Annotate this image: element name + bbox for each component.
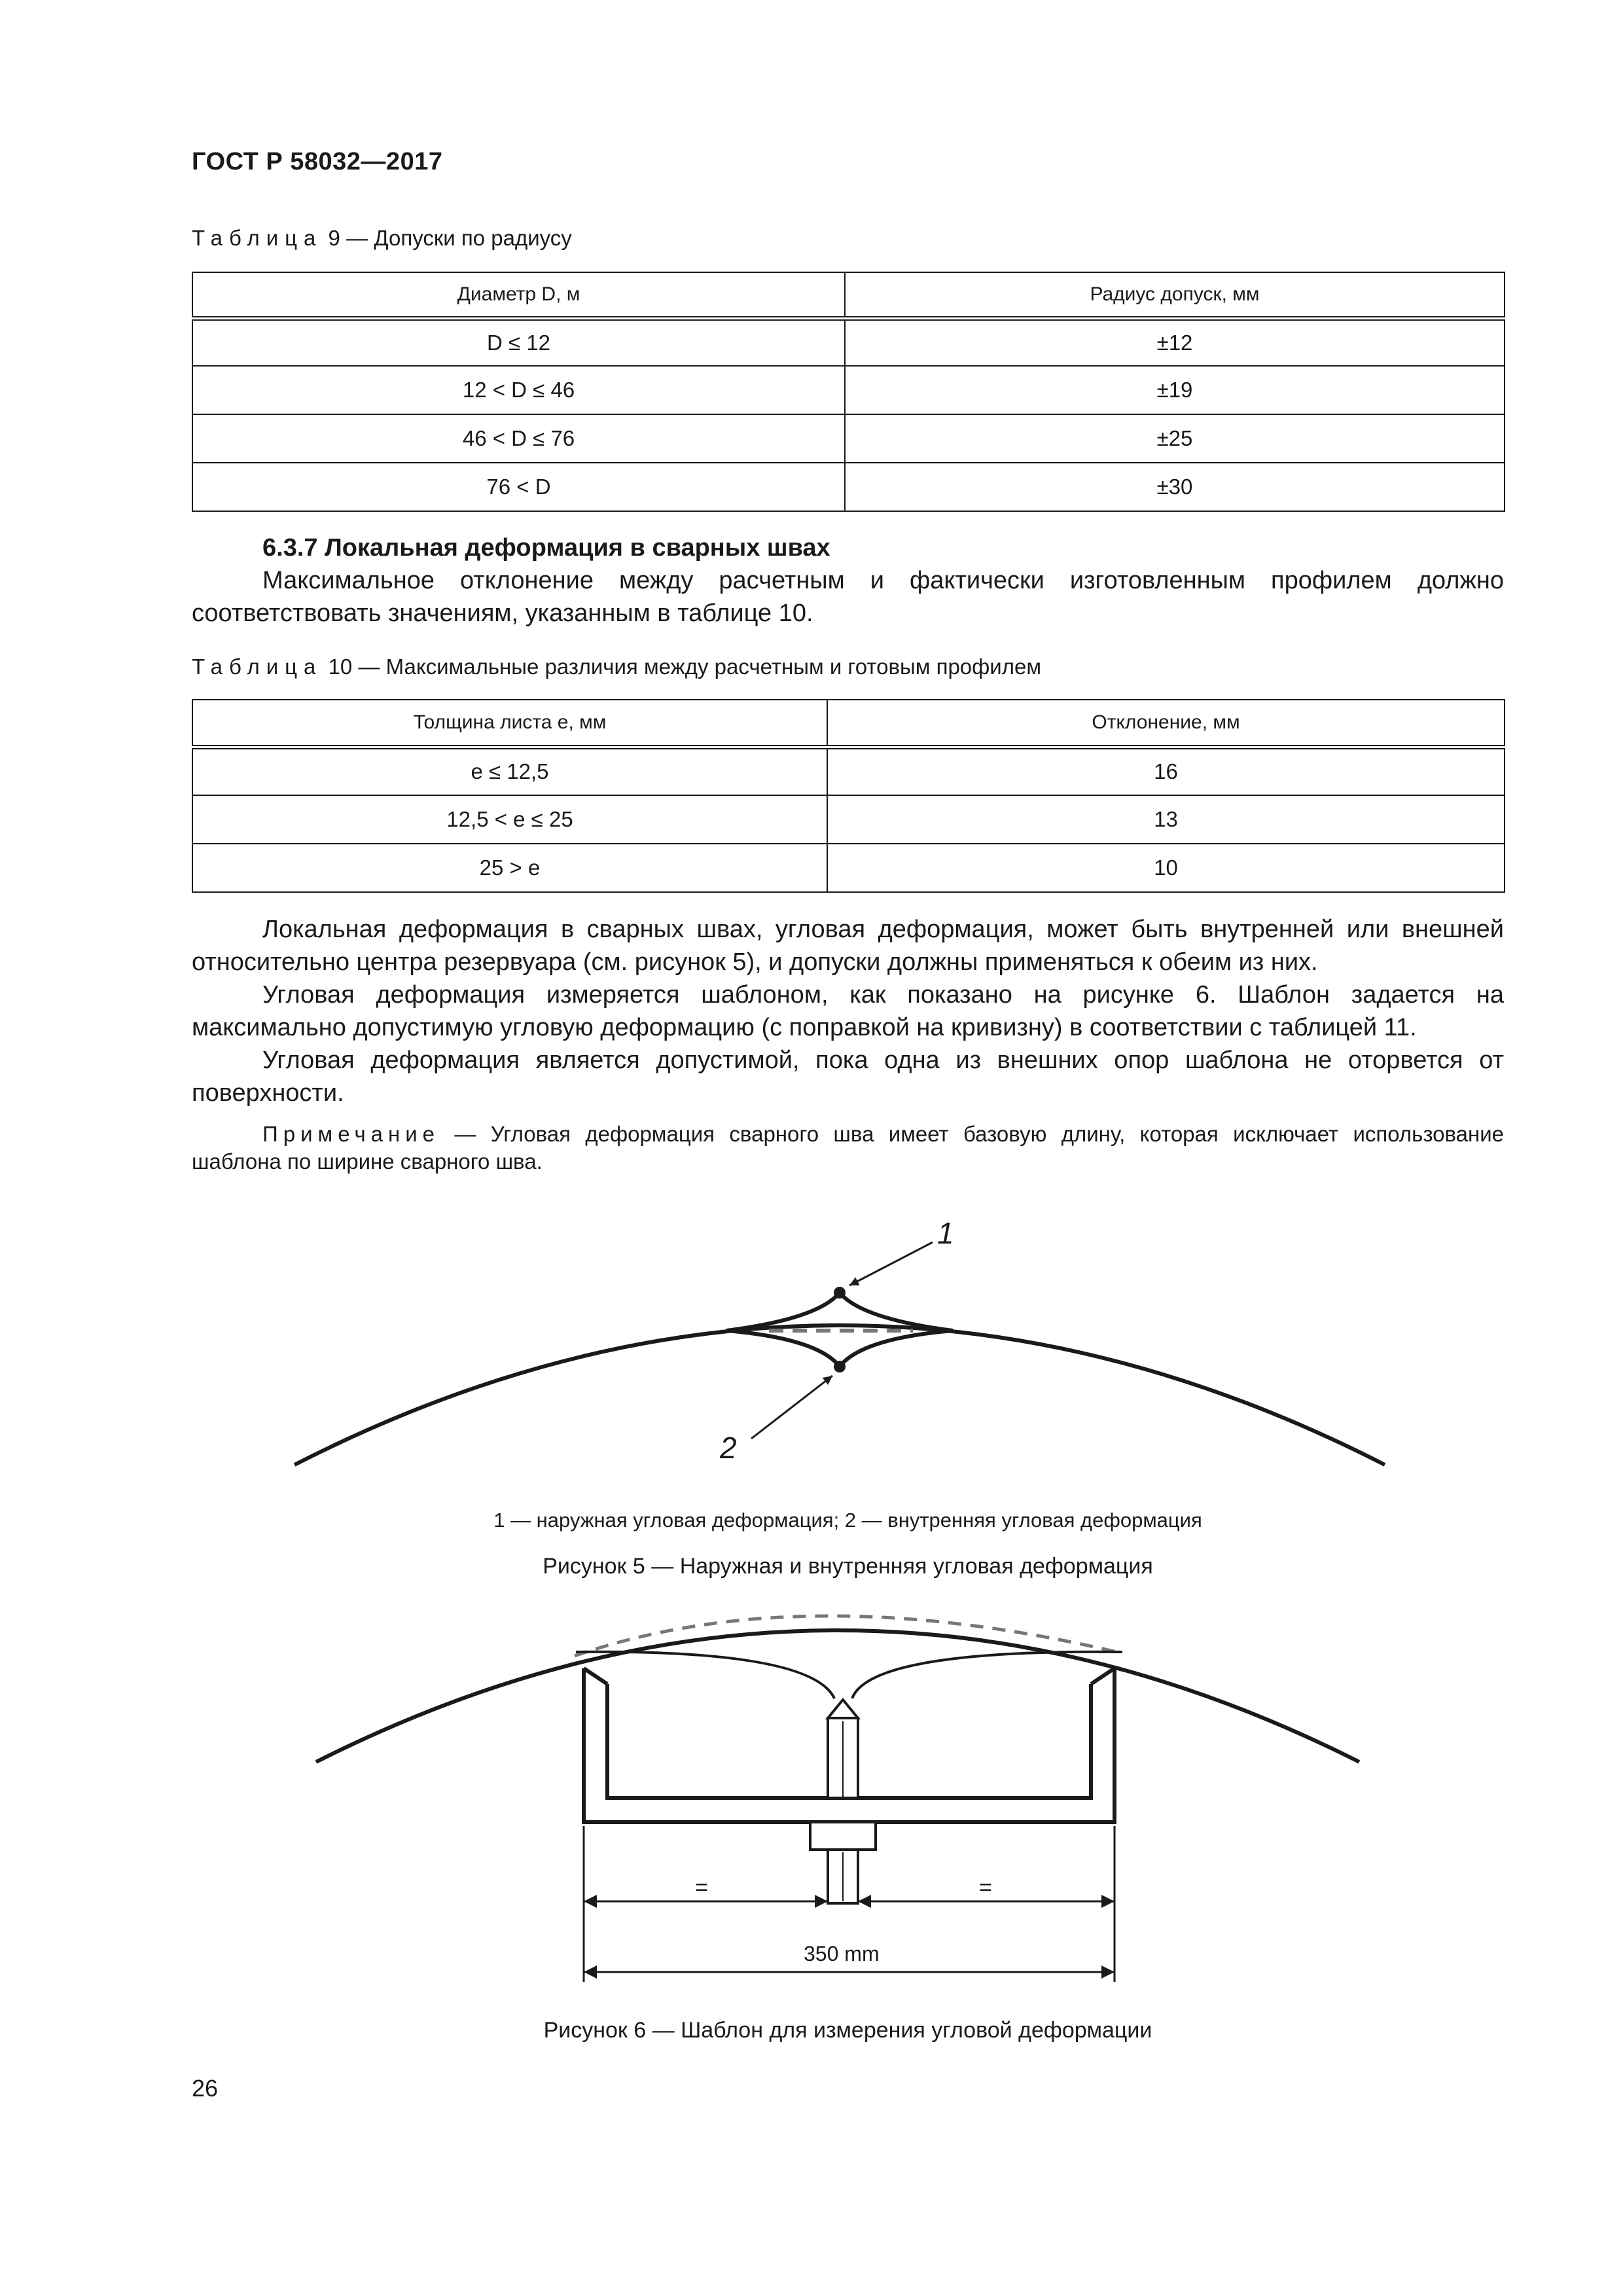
page-number: 26 [192, 2075, 219, 2102]
point-marker [834, 1361, 846, 1372]
section-heading: 6.3.7 Локальная деформация в сварных швах [262, 534, 830, 562]
table-cell: ±25 [845, 414, 1505, 463]
table-cell: 10 [827, 844, 1505, 892]
callout-label-1: 1 [937, 1216, 954, 1250]
template-foot [584, 1668, 607, 1684]
paragraph: Локальная деформация в сварных швах, угловая деформация, может быть внутренней или внешней относительно центра резервуара (см. рисунок 5), и допуски должны применяться к обеим из них. [192, 916, 1504, 976]
equal-sign-left: = [695, 1875, 708, 1900]
dimension-label: 350 mm [804, 1942, 880, 1965]
leader-arrow [849, 1242, 933, 1285]
table-cell: ±12 [845, 318, 1505, 366]
table9-caption-text: 9 — Допуски по радиусу [322, 226, 572, 250]
table10-caption-word: Таблица [192, 655, 323, 679]
table9-col2-header: Радиус допуск, мм [845, 272, 1505, 318]
equal-sign-right: = [979, 1875, 992, 1900]
figure6-caption: Рисунок 6 — Шаблон для измерения угловой деформации [543, 2018, 1152, 2043]
table-cell: 13 [827, 795, 1505, 844]
table-cell: ±19 [845, 366, 1505, 414]
table-cell: D ≤ 12 [192, 318, 845, 366]
table-cell: 12 < D ≤ 46 [192, 366, 845, 414]
table10-col2-header: Отклонение, мм [827, 700, 1505, 747]
figure5-legend: 1 — наружная угловая деформация; 2 — внутренняя угловая деформация [493, 1509, 1202, 1532]
paragraph: Максимальное отклонение между расчетным и фактически изготовленным профилем должно соответствовать значениям, указанным в таблице 10. [192, 567, 1504, 627]
deformation-curve [576, 1652, 834, 1698]
paragraph: Угловая деформация измеряется шаблоном, как показано на рисунке 6. Шаблон задается на максимально допустимую угловую деформацию (с поправкой на кривизну) в соответствии с таблицей 11. [192, 981, 1504, 1041]
table-cell: 12,5 < e ≤ 25 [192, 795, 827, 844]
pin-tip [828, 1700, 858, 1718]
note-label: Примечание [262, 1122, 440, 1146]
table10-caption-text: 10 — Максимальные различия между расчетным и готовым профилем [322, 655, 1042, 679]
pin-nut [810, 1822, 876, 1850]
leader-arrow [751, 1376, 832, 1439]
shell-arc [294, 1325, 1385, 1465]
note-text: — Угловая деформация сварного шва имеет базовую длину, которая исключает использование шаблона по ширине сварного шва. [192, 1122, 1504, 1174]
table9-caption-word: Таблица [192, 226, 323, 250]
table-cell: 25 > e [192, 844, 827, 892]
template-foot [1091, 1668, 1115, 1684]
table-cell: 76 < D [192, 463, 845, 511]
figure-6 [316, 1616, 1359, 1982]
document-header: ГОСТ Р 58032—2017 [192, 148, 443, 175]
table-cell: 46 < D ≤ 76 [192, 414, 845, 463]
paragraph: Угловая деформация является допустимой, пока одна из внешних опор шаблона не оторвется от поверхности. [192, 1047, 1504, 1107]
table-cell: e ≤ 12,5 [192, 747, 827, 795]
table-cell: 16 [827, 747, 1505, 795]
table9-col1-header: Диаметр D, м [192, 272, 845, 318]
figure-5 [294, 1216, 1385, 1465]
table-cell: ±30 [845, 463, 1505, 511]
point-marker [834, 1287, 846, 1299]
callout-label-2: 2 [720, 1431, 737, 1465]
figure5-caption: Рисунок 5 — Наружная и внутренняя угловая деформация [543, 1554, 1153, 1579]
table10-col1-header: Толщина листа e, мм [192, 700, 827, 747]
